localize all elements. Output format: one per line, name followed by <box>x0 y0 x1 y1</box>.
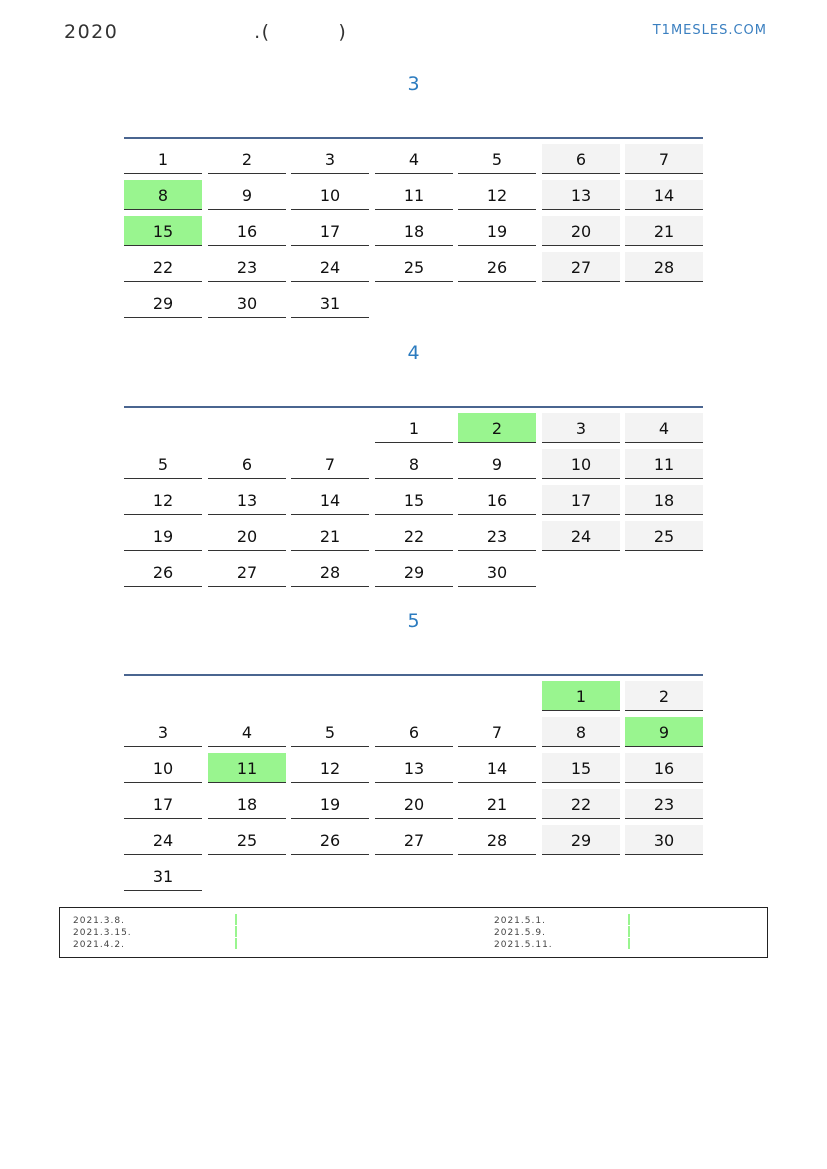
day-cell: 31 <box>124 861 202 891</box>
day-cell: 15 <box>542 753 620 783</box>
day-cell: 19 <box>291 789 369 819</box>
day-cell: 16 <box>625 753 703 783</box>
legend-mark <box>628 926 630 937</box>
day-cell: 1 <box>375 413 453 443</box>
day-cell: 8 <box>542 717 620 747</box>
day-cell: 27 <box>208 557 286 587</box>
day-cell: 27 <box>375 825 453 855</box>
holiday-day-cell: 15 <box>124 216 202 246</box>
month-title-march: 3 <box>407 73 420 95</box>
day-cell: 29 <box>124 288 202 318</box>
day-cell: 19 <box>458 216 536 246</box>
day-cell: 26 <box>291 825 369 855</box>
holiday-day-cell: 9 <box>625 717 703 747</box>
day-cell: 9 <box>458 449 536 479</box>
day-cell: 10 <box>291 180 369 210</box>
day-cell: 13 <box>208 485 286 515</box>
day-cell: 19 <box>124 521 202 551</box>
day-cell: 18 <box>208 789 286 819</box>
day-cell: 16 <box>458 485 536 515</box>
legend-left-item: 2021.3.15. <box>73 928 132 938</box>
legend-mark <box>235 914 237 925</box>
calendar-april <box>124 406 703 582</box>
legend-left-item: 2021.3.8. <box>73 916 125 926</box>
month-title-may: 5 <box>407 610 420 632</box>
day-cell: 20 <box>375 789 453 819</box>
holiday-day-cell: 11 <box>208 753 286 783</box>
day-cell: 29 <box>542 825 620 855</box>
day-cell: 31 <box>291 288 369 318</box>
day-cell: 18 <box>625 485 703 515</box>
day-cell: 25 <box>375 252 453 282</box>
day-cell: 29 <box>375 557 453 587</box>
day-cell: 3 <box>542 413 620 443</box>
day-cell: 1 <box>124 144 202 174</box>
day-cell: 30 <box>208 288 286 318</box>
holiday-day-cell: 2 <box>458 413 536 443</box>
holiday-day-cell: 8 <box>124 180 202 210</box>
calendar-march <box>124 137 703 313</box>
day-cell: 5 <box>124 449 202 479</box>
legend-left-item: 2021.4.2. <box>73 940 125 950</box>
day-cell: 28 <box>458 825 536 855</box>
day-cell: 28 <box>291 557 369 587</box>
day-cell: 17 <box>124 789 202 819</box>
day-cell: 12 <box>124 485 202 515</box>
day-cell: 23 <box>458 521 536 551</box>
day-cell: 17 <box>542 485 620 515</box>
legend-mark <box>628 914 630 925</box>
day-cell: 11 <box>625 449 703 479</box>
day-cell: 9 <box>208 180 286 210</box>
day-cell: 13 <box>542 180 620 210</box>
legend-mark <box>235 938 237 949</box>
day-cell: 5 <box>291 717 369 747</box>
day-cell: 23 <box>625 789 703 819</box>
day-cell: 28 <box>625 252 703 282</box>
day-cell: 21 <box>291 521 369 551</box>
day-cell: 14 <box>625 180 703 210</box>
day-cell: 25 <box>208 825 286 855</box>
day-cell: 24 <box>124 825 202 855</box>
day-cell: 4 <box>208 717 286 747</box>
day-cell: 2 <box>625 681 703 711</box>
site-link[interactable]: T1MESLES.COM <box>652 23 767 38</box>
day-cell: 13 <box>375 753 453 783</box>
day-cell: 11 <box>375 180 453 210</box>
legend-right-item: 2021.5.9. <box>494 928 546 938</box>
day-cell: 30 <box>458 557 536 587</box>
day-cell: 26 <box>458 252 536 282</box>
day-cell: 14 <box>458 753 536 783</box>
legend-right-item: 2021.5.11. <box>494 940 553 950</box>
day-cell: 25 <box>625 521 703 551</box>
day-cell: 23 <box>208 252 286 282</box>
day-cell: 30 <box>625 825 703 855</box>
day-cell: 6 <box>542 144 620 174</box>
day-cell: 15 <box>375 485 453 515</box>
day-cell: 5 <box>458 144 536 174</box>
day-cell: 22 <box>124 252 202 282</box>
month-title-april: 4 <box>407 342 420 364</box>
day-cell: 7 <box>458 717 536 747</box>
holiday-day-cell: 1 <box>542 681 620 711</box>
day-cell: 3 <box>291 144 369 174</box>
day-cell: 10 <box>124 753 202 783</box>
day-cell: 22 <box>542 789 620 819</box>
day-cell: 4 <box>625 413 703 443</box>
day-cell: 6 <box>375 717 453 747</box>
day-cell: 18 <box>375 216 453 246</box>
calendar-rule <box>124 406 703 408</box>
header-title: 2020 .( ) <box>64 21 348 43</box>
day-cell: 16 <box>208 216 286 246</box>
calendar-rule <box>124 137 703 139</box>
day-cell: 12 <box>458 180 536 210</box>
day-cell: 17 <box>291 216 369 246</box>
day-cell: 20 <box>208 521 286 551</box>
day-cell: 6 <box>208 449 286 479</box>
day-cell: 12 <box>291 753 369 783</box>
day-cell: 22 <box>375 521 453 551</box>
day-cell: 21 <box>458 789 536 819</box>
day-cell: 20 <box>542 216 620 246</box>
day-cell: 10 <box>542 449 620 479</box>
day-cell: 24 <box>291 252 369 282</box>
day-cell: 8 <box>375 449 453 479</box>
calendar-rule <box>124 674 703 676</box>
legend-mark <box>235 926 237 937</box>
day-cell: 3 <box>124 717 202 747</box>
legend-right-item: 2021.5.1. <box>494 916 546 926</box>
calendar-may <box>124 674 703 886</box>
day-cell: 21 <box>625 216 703 246</box>
day-cell: 7 <box>625 144 703 174</box>
day-cell: 4 <box>375 144 453 174</box>
day-cell: 26 <box>124 557 202 587</box>
legend-mark <box>628 938 630 949</box>
day-cell: 27 <box>542 252 620 282</box>
day-cell: 14 <box>291 485 369 515</box>
day-cell: 7 <box>291 449 369 479</box>
holiday-legend <box>59 907 768 958</box>
day-cell: 2 <box>208 144 286 174</box>
day-cell: 24 <box>542 521 620 551</box>
